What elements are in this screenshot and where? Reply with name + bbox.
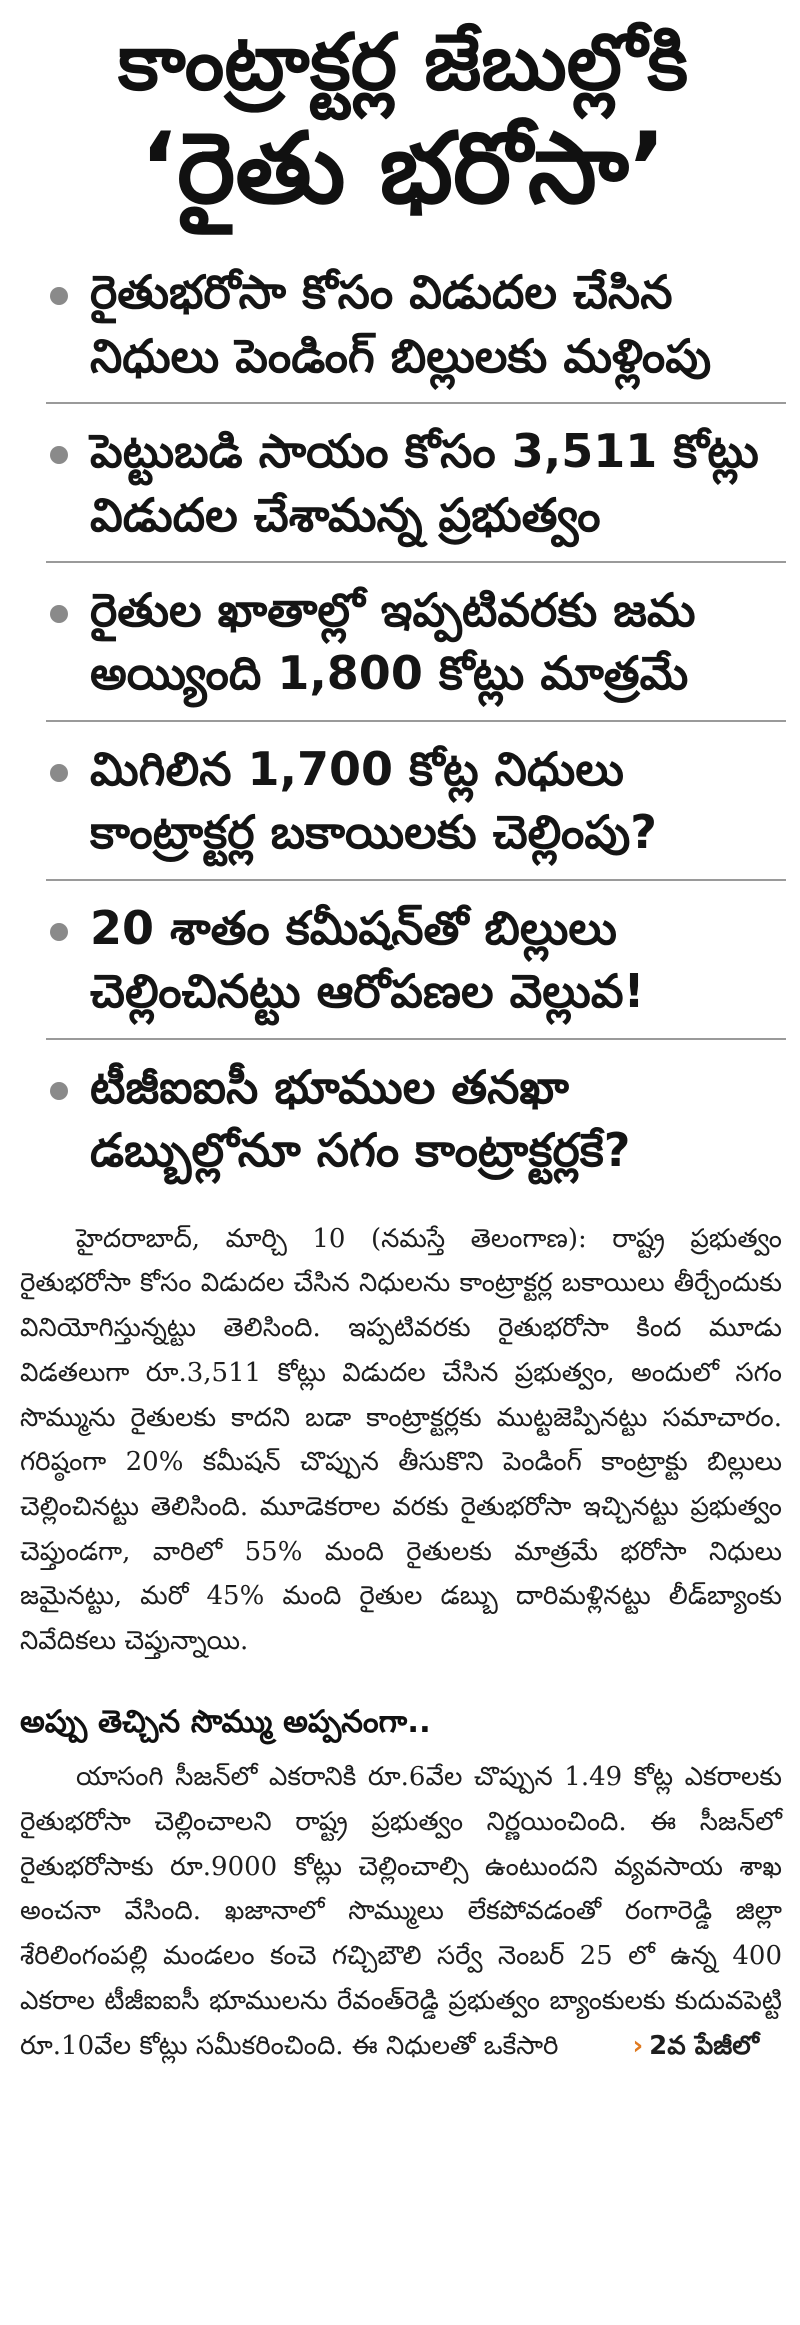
bullet-dot-icon [50,764,68,782]
article-paragraph-2-text: యాసంగి సీజన్‌లో ఎకరానికి రూ.6వేల చొప్పున 1.49 కోట్ల ఎకరాలకు రైతుభరోసా చెల్లించాలని రాష్ట్ర ప్రభుత్వం నిర్ణయించింది. ఈ సీజన్‌లో రైతుభరోసాకు రూ.9000 కోట్లు చెల్లించాల్సి ఉంటుందని వ్యవసాయ శాఖ అంచనా వేసింది. ఖజానాలో సొమ్ములు లేకపోవడంతో రంగారెడ్డి జిల్లా శేరిలింగంపల్లి మండలం కంచె గచ్చిబౌలి సర్వే నెంబర్ 25 లో ఉన్న 400 ఎకరాల టీజీఐఐసీ భూములను రేవంత్‌రెడ్డి ప్రభుత్వం బ్యాంకులకు కుదువపెట్టి రూ.10వేల కోట్లు సమీకరించింది. ఈ నిధులతో ఒకేసారి [20,1762,782,2061]
bullet-dot-icon [50,605,68,623]
headline-line-2: ‘రైతు భరోసా’ [139,112,667,227]
bullet-text: 20 శాతం కమీషన్‌తో బిల్లులు చెల్లించినట్టు ఆరోపణల వెల్లువ! [90,900,645,1019]
article-paragraph-2 [20,1755,782,2068]
continued-on-page-link[interactable] [576,2024,759,2069]
bullet-item [46,251,786,404]
bullet-dot-icon [50,287,68,305]
chevron-right-icon: › [632,2030,644,2061]
bullet-dot-icon [50,1082,68,1100]
bullet-item [46,410,786,563]
bullet-item [46,569,786,722]
continued-on-page-label: 2వ పేజీలో [649,2030,760,2061]
article-subheading: అప్పు తెచ్చిన సొమ్ము అప్పనంగా.. [20,1703,431,1740]
article-paragraph-1: హైదరాబాద్, మార్చి 10 (నమస్తే తెలంగాణ): రాష్ట్ర ప్రభుత్వం రైతుభరోసా కోసం విడుదల చేసిన నిధులను కాంట్రాక్టర్ల బకాయిలు తీర్చేందుకు వినియోగిస్తున్నట్టు తెలిసింది. ఇప్పటివరకు రైతుభరోసా కింద మూడు విడతలుగా రూ.3,511 కోట్లు విడుదల చేసిన ప్రభుత్వం, అందులో సగం సొమ్మును రైతులకు కాదని బడా కాంట్రాక్టర్లకు ముట్టజెప్పినట్టు సమాచారం. గరిష్ఠంగా 20% కమీషన్ చొప్పున తీసుకొని పెండింగ్ కాంట్రాక్టు బిల్లులు చెల్లించినట్టు తెలిసింది. మూడెకరాల వరకు రైతుభరోసా ఇచ్చినట్టు ప్రభుత్వం చెప్తుండగా, వారిలో 55% మంది రైతులకు మాత్రమే భరోసా నిధులు జమైనట్టు, మరో 45% మంది రైతుల డబ్బు దారిమళ్లినట్టు లీడ్‌బ్యాంకు నివేదికలు చెప్తున్నాయి. [20,1223,782,1657]
headline-line-1: కాంట్రాక్టర్ల జేబుల్లోకి [117,18,689,108]
article-body [20,1217,786,2069]
bullet-dot-icon [50,446,68,464]
bullet-dot-icon [50,923,68,941]
bullet-item [46,887,786,1040]
bullet-text: మిగిలిన 1,700 కోట్ల నిధులు కాంట్రాక్టర్ల బకాయిలకు చెల్లింపు? [90,741,657,860]
highlight-bullets [20,251,786,1197]
bullet-text: రైతుల ఖాతాల్లో ఇప్పటివరకు జమ అయ్యింది 1,800 కోట్లు మాత్రమే [90,582,696,701]
bullet-item [46,728,786,881]
bullet-item [46,1046,786,1197]
bullet-text: పెట్టుబడి సాయం కోసం 3,511 కోట్లు విడుదల చేశామన్న ప్రభుత్వం [90,424,759,542]
bullet-text: టీజీఐఐసీ భూముల తనఖా డబ్బుల్లోనూ సగం కాంట్రాక్టర్లకే? [90,1059,631,1178]
bullet-text: రైతుభరోసా కోసం విడుదల చేసిన నిధులు పెండింగ్ బిల్లులకు మళ్లింపు [90,265,712,383]
